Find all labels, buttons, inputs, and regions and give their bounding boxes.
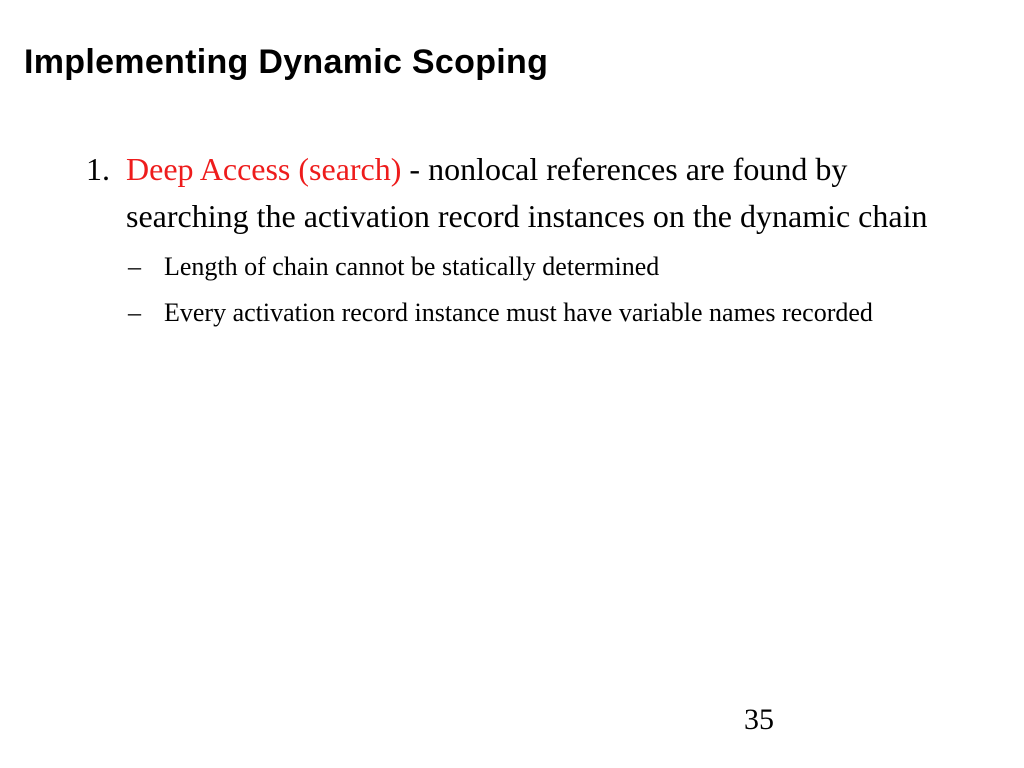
- page-number: 35: [744, 703, 774, 736]
- bullet-highlight-text: Deep Access (search): [126, 151, 402, 187]
- sub-bullet-item: [86, 246, 956, 288]
- sub-bullet-text: Every activation record instance must have variable names recorded: [164, 298, 873, 327]
- sub-bullet-item: [86, 292, 956, 334]
- bullet-number: 1.: [86, 151, 110, 187]
- dash-marker: –: [128, 298, 141, 327]
- sub-bullet-text: Length of chain cannot be statically determined: [164, 252, 660, 281]
- dash-marker: –: [128, 252, 141, 281]
- bullet-text: - nonlocal references are found by searching the activation record instances on the dynamic chain: [126, 151, 928, 234]
- slide-title: Implementing Dynamic Scoping: [24, 43, 549, 81]
- slide-body: [86, 146, 956, 338]
- main-bullet: [86, 146, 956, 240]
- sub-bullet-list: [86, 246, 956, 334]
